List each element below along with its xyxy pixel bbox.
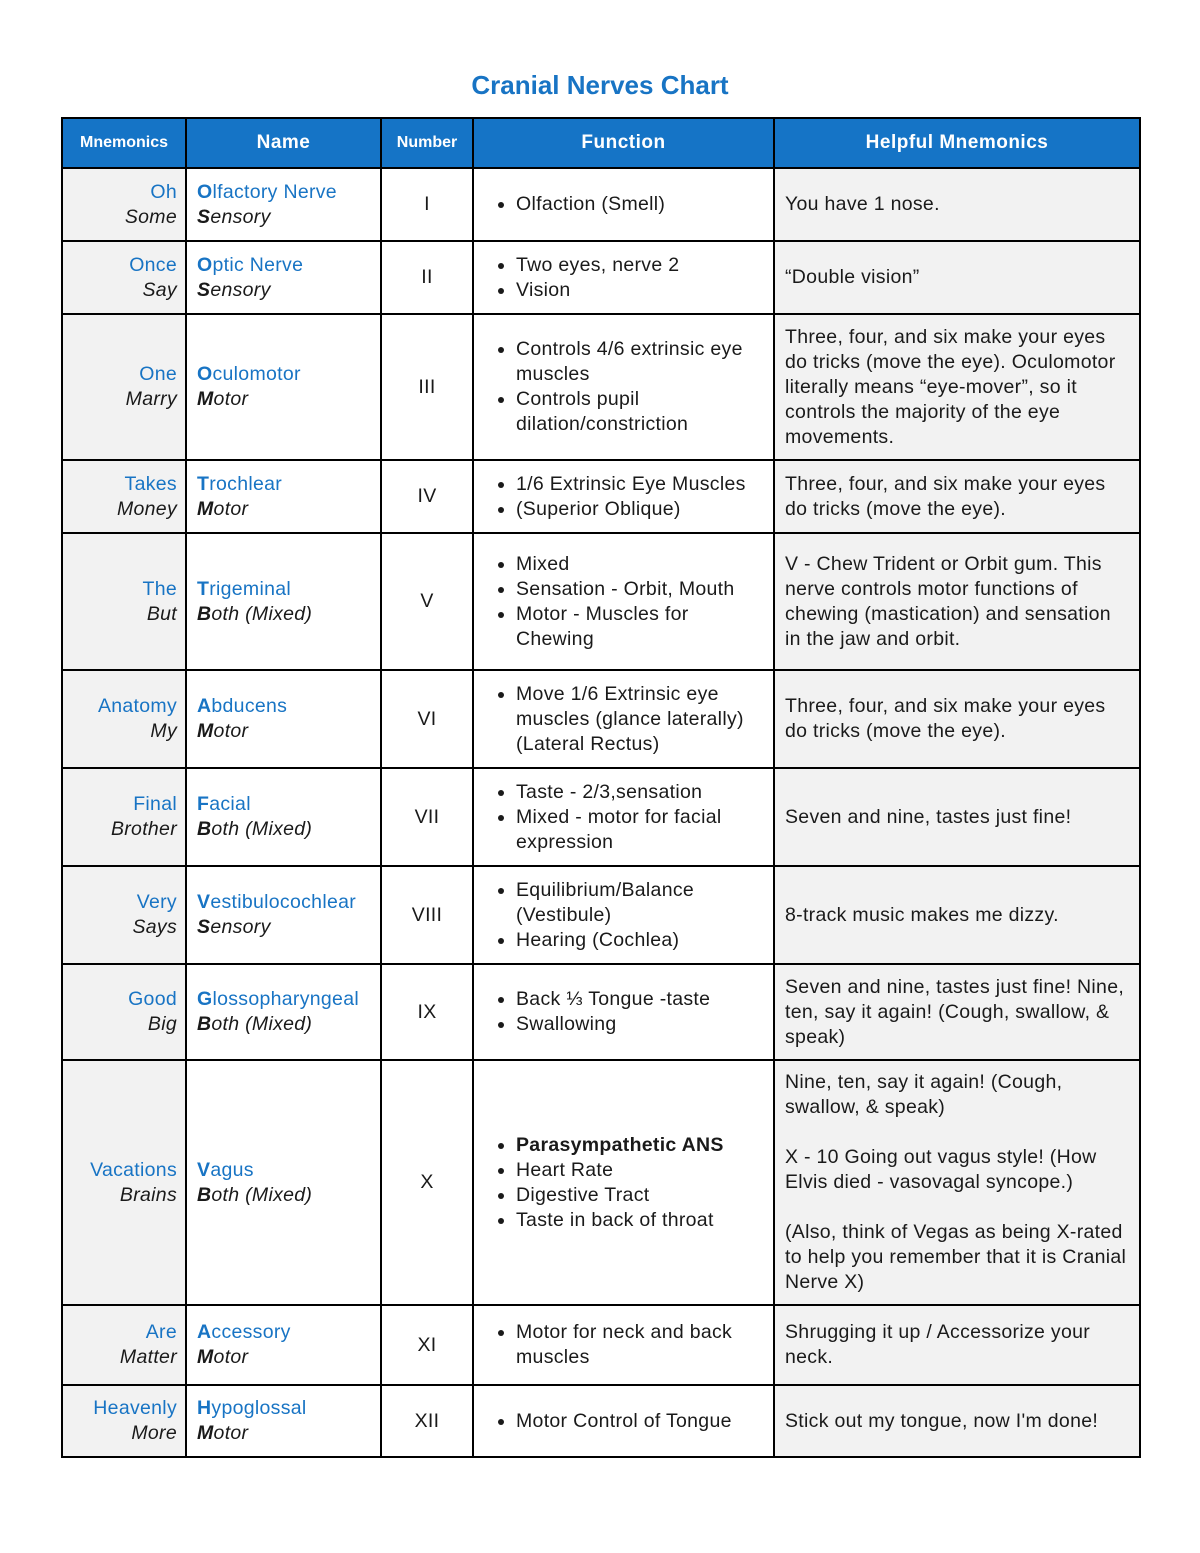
nerve-name-rest: lfactory Nerve: [212, 180, 337, 203]
nerve-type: [197, 817, 372, 842]
header-helpful-mnemonics: Helpful Mnemonics: [774, 118, 1140, 168]
function-cell: [473, 168, 774, 241]
mnemonic-word-1: Good: [128, 988, 177, 1010]
mnemonic-cell: [62, 1060, 186, 1305]
table-row: [62, 1385, 1140, 1457]
nerve-name-initial: O: [197, 180, 213, 203]
function-list: [488, 780, 767, 855]
mnemonic-word-2: Money: [116, 497, 177, 520]
helpful-mnemonic-text: Seven and nine, tastes just fine!: [785, 805, 1072, 828]
helpful-mnemonic-cell: [774, 866, 1140, 964]
nerve-name-cell: [186, 1305, 381, 1385]
table-header-row: [62, 118, 1140, 168]
nerve-name: [197, 987, 372, 1012]
nerve-type-rest: otor: [213, 1422, 249, 1444]
mnemonic-word-1: Very: [136, 891, 177, 913]
helpful-mnemonic-cell: [774, 1385, 1140, 1457]
table-row: [62, 533, 1140, 670]
nerve-number: V: [381, 533, 473, 670]
mnemonic-word-2: Say: [142, 278, 177, 301]
helpful-mnemonic-text: Seven and nine, tastes just fine! Nine, ten, say it again! (Cough, swallow, & speak): [785, 975, 1125, 1048]
mnemonic-word-1: Anatomy: [97, 695, 177, 717]
nerve-type: [197, 719, 372, 744]
nerve-name: [197, 472, 372, 497]
nerve-name-cell: [186, 866, 381, 964]
function-item: • Parasympathetic ANS: [516, 1133, 767, 1158]
helpful-mnemonic-text: Three, four, and six make your eyes do tricks (move the eye). Oculomotor literally means “eye-mover”, so it controls the majority of the eye movements.: [785, 325, 1116, 448]
helpful-mnemonic-cell: [774, 168, 1140, 241]
nerve-type-rest: otor: [213, 497, 249, 520]
nerve-name-rest: bducens: [211, 695, 288, 717]
mnemonic-cell: [62, 314, 186, 460]
helpful-mnemonic-cell: [774, 533, 1140, 670]
nerve-name-initial: G: [197, 988, 213, 1010]
nerve-name-cell: [186, 460, 381, 533]
helpful-mnemonic-cell: [774, 1060, 1140, 1305]
function-list: [488, 878, 767, 953]
mnemonic-word-2: Brother: [110, 818, 177, 840]
helpful-mnemonic-text: Shrugging it up / Accessorize your neck.: [785, 1321, 1091, 1368]
nerve-name: [197, 792, 372, 817]
nerve-name-initial: O: [197, 363, 213, 385]
function-cell: [473, 670, 774, 768]
nerve-name-rest: agus: [210, 1158, 254, 1181]
function-cell: [473, 964, 774, 1060]
helpful-mnemonic-text: 8-track music makes me dizzy.: [785, 903, 1059, 926]
nerve-name-cell: [186, 1385, 381, 1457]
nerve-number: VII: [381, 768, 473, 866]
function-item: • Olfaction (Smell): [516, 192, 767, 217]
nerve-name: [197, 1158, 372, 1183]
table-row: [62, 241, 1140, 314]
helpful-mnemonic-cell: [774, 768, 1140, 866]
helpful-mnemonic-cell: [774, 964, 1140, 1060]
mnemonic-word-1: Are: [145, 1321, 177, 1343]
nerve-type-initial: B: [197, 818, 212, 840]
function-item: • Motor - Muscles for Chewing: [516, 602, 767, 652]
function-cell: [473, 866, 774, 964]
nerve-type: [197, 497, 372, 522]
table-row: [62, 314, 1140, 460]
nerve-name-cell: [186, 533, 381, 670]
function-list: [488, 987, 767, 1037]
function-list: [488, 1409, 767, 1434]
helpful-mnemonic-cell: [774, 460, 1140, 533]
function-item: • Move 1/6 Extrinsic eye muscles (glance laterally) (Lateral Rectus): [516, 682, 767, 757]
mnemonic-word-1: Oh: [150, 180, 177, 203]
nerve-name-rest: ptic Nerve: [212, 253, 304, 276]
nerve-name-initial: O: [197, 253, 213, 276]
mnemonic-word-2: Marry: [125, 388, 177, 410]
mnemonic-word-2: Some: [124, 205, 177, 228]
nerve-name-cell: [186, 314, 381, 460]
helpful-mnemonic-text: You have 1 nose.: [785, 193, 940, 215]
table-row: [62, 670, 1140, 768]
mnemonic-cell: [62, 168, 186, 241]
nerve-number: IX: [381, 964, 473, 1060]
nerve-type: [197, 1421, 372, 1446]
helpful-mnemonic-text: Stick out my tongue, now I'm done!: [785, 1409, 1099, 1432]
nerve-name: [197, 362, 372, 387]
function-item: • Mixed - motor for facial expression: [516, 805, 767, 855]
function-item: • Motor for neck and back muscles: [516, 1320, 767, 1370]
function-item: • 1/6 Extrinsic Eye Muscles: [516, 472, 767, 497]
mnemonic-word-1: Takes: [124, 472, 177, 495]
nerve-number: XII: [381, 1385, 473, 1457]
mnemonic-word-1: Vacations: [90, 1158, 177, 1181]
function-cell: [473, 1060, 774, 1305]
nerve-name-initial: F: [197, 793, 210, 815]
helpful-mnemonic-text: (Also, think of Vegas as being X-rated to help you remember that it is Cranial Nerve X): [785, 1221, 1127, 1293]
function-item: • Controls pupil dilation/constriction: [516, 387, 767, 437]
nerve-name-cell: [186, 768, 381, 866]
function-list: [488, 1320, 767, 1370]
nerve-type-rest: oth (Mixed): [211, 1183, 313, 1206]
mnemonic-cell: [62, 670, 186, 768]
mnemonic-word-2: Big: [147, 1013, 177, 1035]
nerve-type-rest: otor: [213, 388, 249, 410]
nerve-type-initial: M: [197, 720, 214, 742]
function-list: [488, 1133, 767, 1233]
header-name: Name: [186, 118, 381, 168]
nerve-type-rest: otor: [213, 1346, 249, 1368]
function-cell: [473, 314, 774, 460]
nerve-name-rest: acial: [209, 793, 251, 815]
table-row: [62, 964, 1140, 1060]
nerve-number: II: [381, 241, 473, 314]
header-mnemonics: Mnemonics: [62, 118, 186, 168]
mnemonic-word-2: My: [150, 720, 177, 742]
mnemonic-cell: [62, 533, 186, 670]
nerve-type-initial: B: [197, 602, 212, 625]
helpful-mnemonic-text: Three, four, and six make your eyes do tricks (move the eye).: [785, 695, 1106, 742]
mnemonic-cell: [62, 1305, 186, 1385]
mnemonic-cell: [62, 241, 186, 314]
nerve-type-initial: B: [197, 1183, 212, 1206]
nerve-name-initial: T: [197, 577, 210, 600]
function-item: • Digestive Tract: [516, 1183, 767, 1208]
nerve-type-initial: M: [197, 388, 214, 410]
nerve-type-initial: M: [197, 497, 214, 520]
mnemonic-word-2: Says: [132, 916, 177, 938]
helpful-mnemonic-text: V - Chew Trident or Orbit gum. This nerve controls motor functions of chewing (mastication) and sensation in the jaw and orbit.: [785, 552, 1111, 650]
function-item: • Motor Control of Tongue: [516, 1409, 767, 1434]
nerve-number: VI: [381, 670, 473, 768]
mnemonic-word-2: But: [146, 602, 177, 625]
function-item: • Vision: [516, 278, 767, 303]
function-item: • Back ⅓ Tongue -taste: [516, 987, 767, 1012]
mnemonic-word-1: The: [142, 577, 177, 600]
nerve-type-initial: M: [197, 1422, 214, 1444]
function-item: • Controls 4/6 extrinsic eye muscles: [516, 337, 767, 387]
function-item: • Sensation - Orbit, Mouth: [516, 577, 767, 602]
nerve-name-initial: A: [197, 1321, 212, 1343]
mnemonic-word-2: Matter: [119, 1346, 177, 1368]
nerve-type-rest: ensory: [210, 205, 271, 228]
nerve-number: I: [381, 168, 473, 241]
mnemonic-word-1: Final: [133, 793, 177, 815]
nerve-name-rest: culomotor: [212, 363, 301, 385]
function-list: [488, 192, 767, 217]
function-item: • Swallowing: [516, 1012, 767, 1037]
mnemonic-cell: [62, 866, 186, 964]
nerve-type: [197, 205, 372, 230]
nerve-type: [197, 278, 372, 303]
function-item: • Taste - 2/3,sensation: [516, 780, 767, 805]
nerve-type-initial: B: [197, 1013, 212, 1035]
mnemonic-cell: [62, 768, 186, 866]
nerve-name: [197, 694, 372, 719]
table-row: [62, 460, 1140, 533]
nerve-type: [197, 1012, 372, 1037]
function-list: [488, 552, 767, 652]
nerve-number: III: [381, 314, 473, 460]
nerve-name-cell: [186, 241, 381, 314]
nerve-number: IV: [381, 460, 473, 533]
nerve-name: [197, 1320, 372, 1345]
nerve-name-cell: [186, 964, 381, 1060]
nerve-type-initial: M: [197, 1346, 214, 1368]
nerve-type-initial: S: [197, 205, 211, 228]
nerve-name-rest: estibulocochlear: [210, 891, 357, 913]
nerve-name-rest: rochlear: [209, 472, 283, 495]
nerve-name-initial: T: [197, 472, 210, 495]
nerve-name-cell: [186, 1060, 381, 1305]
function-list: [488, 472, 767, 522]
mnemonic-word-2: Brains: [119, 1183, 177, 1206]
function-list: [488, 253, 767, 303]
function-item: • Two eyes, nerve 2: [516, 253, 767, 278]
helpful-mnemonic-cell: [774, 1305, 1140, 1385]
helpful-mnemonic-text: “Double vision”: [785, 266, 920, 288]
helpful-mnemonic-text: Nine, ten, say it again! (Cough, swallow, & speak): [785, 1071, 1063, 1118]
nerve-type-rest: ensory: [210, 278, 271, 301]
function-item: • Hearing (Cochlea): [516, 928, 767, 953]
table-row: [62, 866, 1140, 964]
function-item: • Taste in back of throat: [516, 1208, 767, 1233]
nerve-name-initial: V: [197, 891, 211, 913]
nerve-type-initial: S: [197, 916, 211, 938]
nerve-name-rest: rigeminal: [209, 577, 292, 600]
function-list: [488, 337, 767, 437]
nerve-type-rest: ensory: [210, 916, 271, 938]
mnemonic-cell: [62, 1385, 186, 1457]
nerve-type: [197, 387, 372, 412]
nerve-name-rest: ccessory: [211, 1321, 291, 1343]
nerve-name: [197, 577, 372, 602]
function-item: • Mixed: [516, 552, 767, 577]
nerve-name: [197, 253, 372, 278]
nerve-name-initial: V: [197, 1158, 211, 1181]
nerve-name-rest: lossopharyngeal: [212, 988, 359, 1010]
cranial-nerves-table: [61, 117, 1141, 1458]
function-item: • Equilibrium/Balance (Vestibule): [516, 878, 767, 928]
helpful-mnemonic-cell: [774, 670, 1140, 768]
nerve-name-cell: [186, 670, 381, 768]
nerve-type: [197, 1345, 372, 1370]
nerve-type-rest: oth (Mixed): [211, 1013, 313, 1035]
function-cell: [473, 460, 774, 533]
mnemonic-word-1: Heavenly: [93, 1397, 177, 1419]
header-number: Number: [381, 118, 473, 168]
table-row: [62, 1060, 1140, 1305]
table-row: [62, 1305, 1140, 1385]
nerve-type: [197, 915, 372, 940]
helpful-mnemonic-cell: [774, 314, 1140, 460]
table-row: [62, 168, 1140, 241]
helpful-mnemonic-text: X - 10 Going out vagus style! (How Elvis died - vasovagal syncope.): [785, 1146, 1097, 1193]
mnemonic-word-2: More: [131, 1422, 177, 1444]
nerve-type-rest: oth (Mixed): [211, 602, 313, 625]
function-cell: [473, 768, 774, 866]
nerve-type-rest: oth (Mixed): [211, 818, 313, 840]
nerve-number: XI: [381, 1305, 473, 1385]
function-cell: [473, 533, 774, 670]
nerve-name-initial: A: [197, 695, 212, 717]
function-cell: [473, 241, 774, 314]
nerve-name-initial: H: [197, 1397, 212, 1419]
table-row: [62, 768, 1140, 866]
nerve-name: [197, 1396, 372, 1421]
function-list: [488, 682, 767, 757]
page-title: Cranial Nerves Chart: [471, 70, 729, 100]
header-function: Function: [473, 118, 774, 168]
mnemonic-cell: [62, 964, 186, 1060]
nerve-name: [197, 180, 372, 205]
mnemonic-word-1: One: [139, 363, 177, 385]
nerve-number: X: [381, 1060, 473, 1305]
function-cell: [473, 1385, 774, 1457]
nerve-name-rest: ypoglossal: [211, 1397, 307, 1419]
nerve-number: VIII: [381, 866, 473, 964]
helpful-mnemonic-text: Three, four, and six make your eyes do tricks (move the eye).: [785, 472, 1106, 520]
function-item: • Heart Rate: [516, 1158, 767, 1183]
function-cell: [473, 1305, 774, 1385]
nerve-type: [197, 1183, 372, 1208]
nerve-type-rest: otor: [213, 720, 249, 742]
mnemonic-word-1: Once: [129, 253, 177, 276]
nerve-name-cell: [186, 168, 381, 241]
function-item: • (Superior Oblique): [516, 497, 767, 522]
nerve-type: [197, 602, 372, 627]
helpful-mnemonic-cell: [774, 241, 1140, 314]
mnemonic-cell: [62, 460, 186, 533]
nerve-type-initial: S: [197, 278, 211, 301]
nerve-name: [197, 890, 372, 915]
